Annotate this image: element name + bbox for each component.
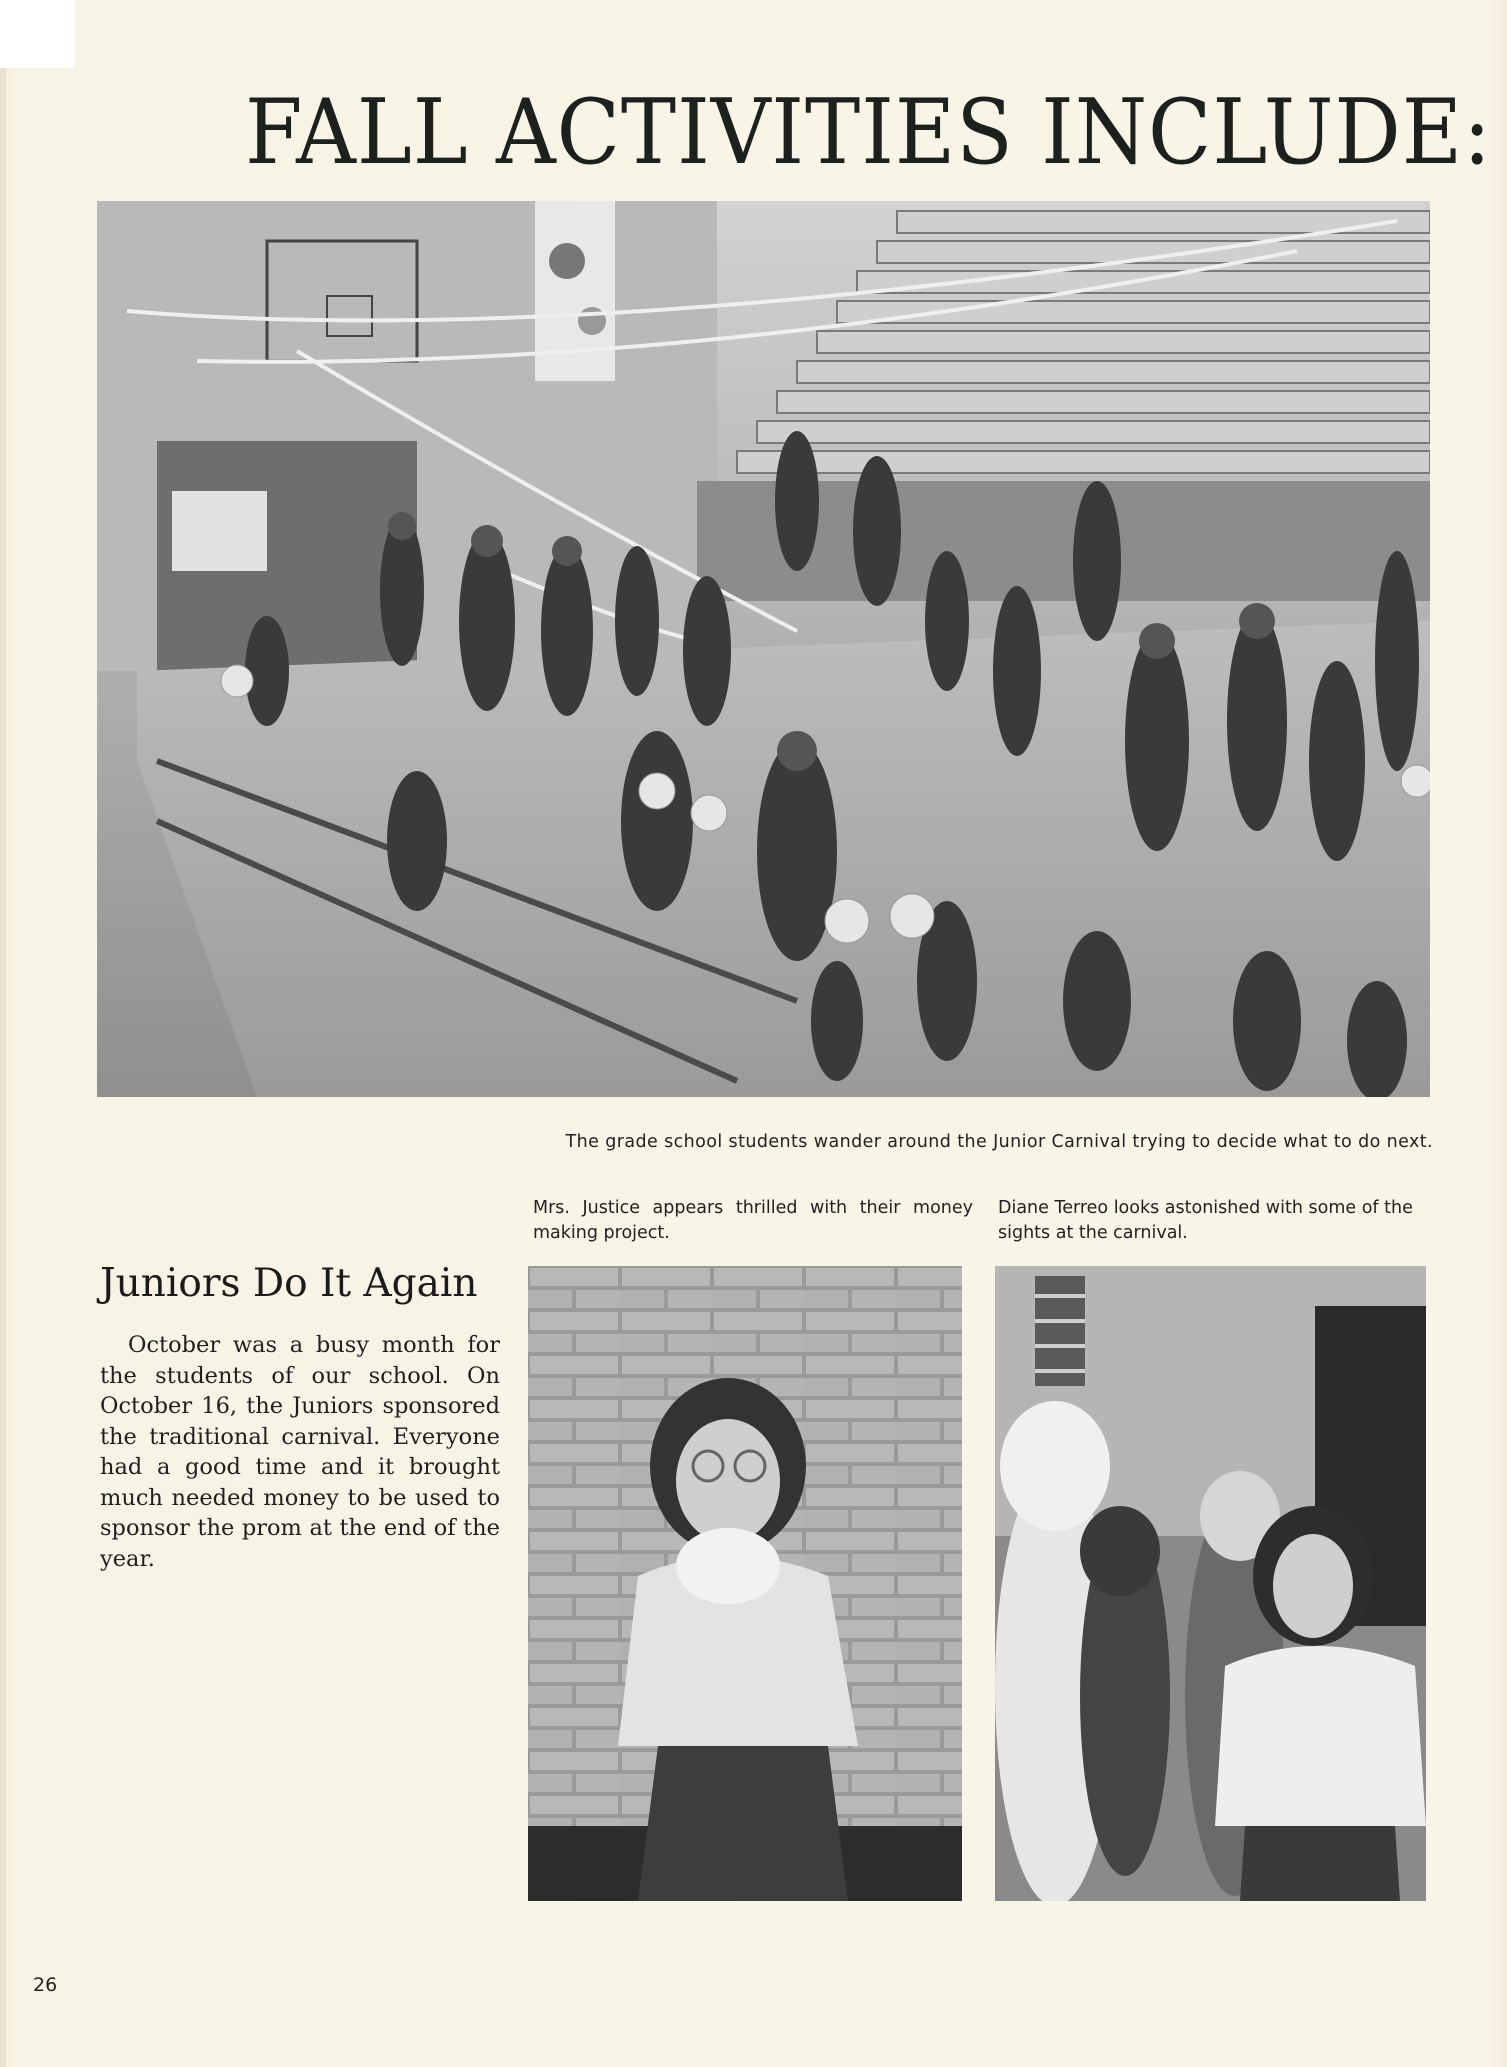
diane-terreo-image [995,1266,1426,1901]
article-body: October was a busy month for the students of our school. On October 16, the Juniors sponsored the traditional carnival. Everyone had a good time and it brought much needed money to be used to sponsor the prom at the end of the year. [100,1332,500,1572]
page-number: 26 [33,1974,58,1996]
left-photo-caption: Mrs. Justice appears thrilled with their money making project. [533,1198,973,1243]
article-heading: Juniors Do It Again [100,1261,478,1306]
main-photo-caption: The grade school students wander around the Junior Carnival trying to decide what to do next. [565,1132,1433,1152]
mrs-justice-photo [528,1266,962,1901]
carnival-gym-photo [97,201,1430,1097]
diane-terreo-photo [995,1266,1426,1901]
mrs-justice-image [528,1266,962,1901]
page-headline: FALL ACTIVITIES INCLUDE: [245,80,1492,185]
carnival-gym-image [97,201,1430,1097]
page-corner-tab [0,0,75,68]
right-photo-caption: Diane Terreo looks astonished with some of the sights at the carnival. [998,1198,1413,1243]
page-edge [0,0,6,2067]
